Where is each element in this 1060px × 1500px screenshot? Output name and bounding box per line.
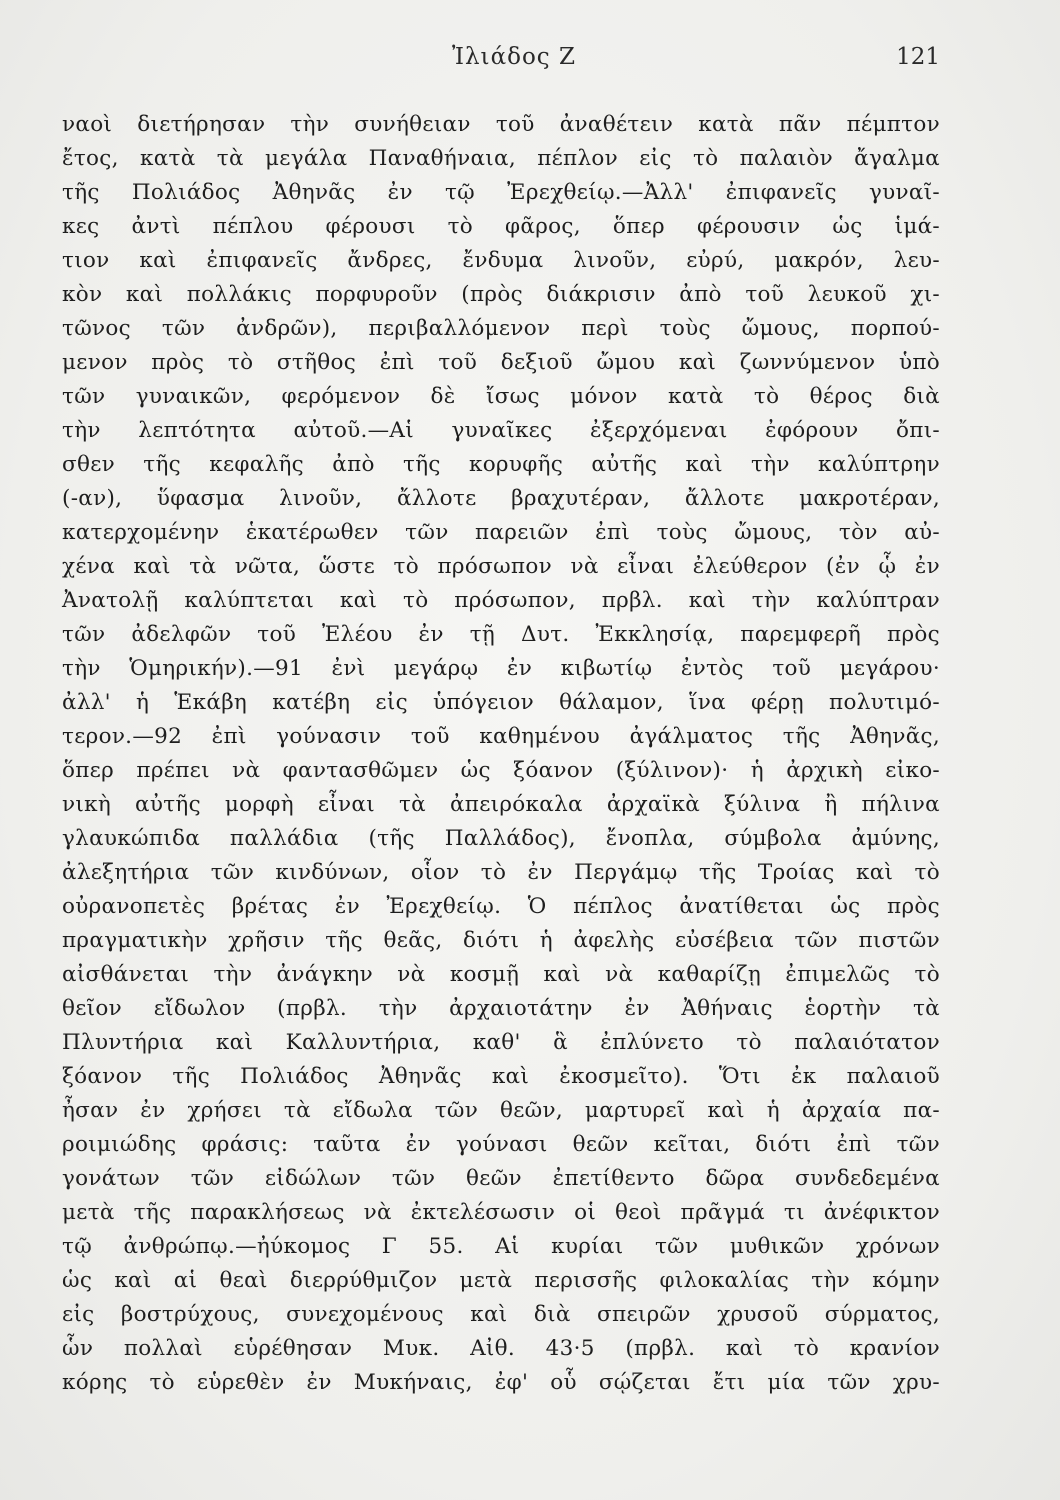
text-line: ναοὶ διετήρησαν τὴν συνήθειαν τοῦ ἀναθέτειν κατὰ πᾶν πέμπτον bbox=[62, 112, 940, 137]
text-line: τὴν λεπτότητα αὐτοῦ.—Αἱ γυναῖκες ἐξερχόμεναι ἐφόρουν ὄπι- bbox=[62, 418, 940, 443]
text-line: ροιμιώδης φράσις: ταῦτα ἐν γούνασι θεῶν κεῖται, διότι ἐπὶ τῶν bbox=[62, 1132, 940, 1157]
text-line: κατερχομένην ἑκατέρωθεν τῶν παρειῶν ἐπὶ τοὺς ὤμους, τὸν αὐ- bbox=[62, 520, 940, 545]
text-line: Πλυντήρια καὶ Καλλυντήρια, καθ' ἃ ἐπλύνετο τὸ παλαιότατον bbox=[62, 1030, 940, 1055]
text-line: ἀλεξητήρια τῶν κινδύνων, οἷον τὸ ἐν Περγάμῳ τῆς Τροίας καὶ τὸ bbox=[62, 860, 940, 885]
text-line: τῶνος τῶν ἀνδρῶν), περιβαλλόμενον περὶ τοὺς ὤμους, πορπού- bbox=[62, 316, 940, 341]
text-line: νικὴ αὐτῆς μορφὴ εἶναι τὰ ἀπειρόκαλα ἀρχαϊκὰ ξύλινα ἢ πήλινα bbox=[62, 792, 940, 817]
text-line: τῷ ἀνθρώπῳ.—ἠύκομος Γ 55. Αἱ κυρίαι τῶν μυθικῶν χρόνων bbox=[62, 1234, 940, 1259]
text-line: τῆς Πολιάδος Ἀθηνᾶς ἐν τῷ Ἐρεχθείῳ.—Ἀλλ' ἐπιφανεῖς γυναῖ- bbox=[62, 180, 940, 205]
text-line: ὧν πολλαὶ εὑρέθησαν Μυκ. Αἰθ. 43·5 (πρβλ. καὶ τὸ κρανίον bbox=[62, 1336, 940, 1361]
text-line: γονάτων τῶν εἰδώλων τῶν θεῶν ἐπετίθεντο δῶρα συνδεδεμένα bbox=[62, 1166, 940, 1191]
text-line: μενον πρὸς τὸ στῆθος ἐπὶ τοῦ δεξιοῦ ὤμου καὶ ζωννύμενον ὑπὸ bbox=[62, 350, 940, 375]
text-line: κὸν καὶ πολλάκις πορφυροῦν (πρὸς διάκρισιν ἀπὸ τοῦ λευκοῦ χι- bbox=[62, 282, 940, 307]
text-line: ξόανον τῆς Πολιάδος Ἀθηνᾶς καὶ ἐκοσμεῖτο). Ὅτι ἐκ παλαιοῦ bbox=[62, 1064, 940, 1089]
text-line: κόρης τὸ εὑρεθὲν ἐν Μυκήναις, ἐφ' οὗ σῴζεται ἔτι μία τῶν χρυ- bbox=[62, 1370, 940, 1395]
text-line: εἰς βοστρύχους, συνεχομένους καὶ διὰ σπειρῶν χρυσοῦ σύρματος, bbox=[62, 1302, 940, 1327]
page-header bbox=[0, 44, 1060, 84]
text-line: αἰσθάνεται τὴν ἀνάγκην νὰ κοσμῇ καὶ νὰ καθαρίζῃ ἐπιμελῶς τὸ bbox=[62, 962, 940, 987]
text-line: μετὰ τῆς παρακλήσεως νὰ ἐκτελέσωσιν οἱ θεοὶ πρᾶγμά τι ἀνέφικτον bbox=[62, 1200, 940, 1225]
text-line: τερον.—92 ἐπὶ γούνασιν τοῦ καθημένου ἀγάλματος τῆς Ἀθηνᾶς, bbox=[62, 724, 940, 749]
page-number: 121 bbox=[896, 44, 940, 70]
text-line: ὅπερ πρέπει νὰ φαντασθῶμεν ὡς ξόανον (ξύλινον)· ἡ ἀρχικὴ εἰκο- bbox=[62, 758, 940, 783]
text-line: τῶν ἀδελφῶν τοῦ Ἐλέου ἐν τῇ Δυτ. Ἐκκλησίᾳ, παρεμφερῆ πρὸς bbox=[62, 622, 940, 647]
text-line: οὐρανοπετὲς βρέτας ἐν Ἐρεχθείῳ. Ὁ πέπλος ἀνατίθεται ὡς πρὸς bbox=[62, 894, 940, 919]
text-line: ἀλλ' ἡ Ἑκάβη κατέβη εἰς ὑπόγειον θάλαμον, ἵνα φέρῃ πολυτιμό- bbox=[62, 690, 940, 715]
text-line: χένα καὶ τὰ νῶτα, ὥστε τὸ πρόσωπον νὰ εἶναι ἐλεύθερον (ἐν ᾧ ἐν bbox=[62, 554, 940, 579]
text-line: σθεν τῆς κεφαλῆς ἀπὸ τῆς κορυφῆς αὐτῆς καὶ τὴν καλύπτρην bbox=[62, 452, 940, 477]
text-line: τιον καὶ ἐπιφανεῖς ἄνδρες, ἔνδυμα λινοῦν, εὐρύ, μακρόν, λευ- bbox=[62, 248, 940, 273]
text-line: τῶν γυναικῶν, φερόμενον δὲ ἴσως μόνον κατὰ τὸ θέρος διὰ bbox=[62, 384, 940, 409]
text-line: θεῖον εἴδωλον (πρβλ. τὴν ἀρχαιοτάτην ἐν Ἀθήναις ἑορτὴν τὰ bbox=[62, 996, 940, 1021]
text-line: (-αν), ὕφασμα λινοῦν, ἄλλοτε βραχυτέραν, ἄλλοτε μακροτέραν, bbox=[62, 486, 940, 511]
text-line: ἔτος, κατὰ τὰ μεγάλα Παναθήναια, πέπλον εἰς τὸ παλαιὸν ἄγαλμα bbox=[62, 146, 940, 171]
text-line: ἦσαν ἐν χρήσει τὰ εἴδωλα τῶν θεῶν, μαρτυρεῖ καὶ ἡ ἀρχαία πα- bbox=[62, 1098, 940, 1123]
text-line: πραγματικὴν χρῆσιν τῆς θεᾶς, διότι ἡ ἀφελὴς εὐσέβεια τῶν πιστῶν bbox=[62, 928, 940, 953]
text-line: γλαυκώπιδα παλλάδια (τῆς Παλλάδος), ἔνοπλα, σύμβολα ἀμύνης, bbox=[62, 826, 940, 851]
body-text bbox=[62, 108, 940, 1400]
text-line: τὴν Ὁμηρικήν).—91 ἐνὶ μεγάρῳ ἐν κιβωτίῳ ἐντὸς τοῦ μεγάρου· bbox=[62, 656, 940, 681]
text-line: κες ἀντὶ πέπλου φέρουσι τὸ φᾶρος, ὅπερ φέρουσιν ὡς ἱμά- bbox=[62, 214, 940, 239]
running-title: Ἰλιάδος Ζ bbox=[452, 44, 576, 70]
text-line: Ἀνατολῇ καλύπτεται καὶ τὸ πρόσωπον, πρβλ. καὶ τὴν καλύπτραν bbox=[62, 588, 940, 613]
text-line: ὡς καὶ αἱ θεαὶ διερρύθμιζον μετὰ περισσῆς φιλοκαλίας τὴν κόμην bbox=[62, 1268, 940, 1293]
